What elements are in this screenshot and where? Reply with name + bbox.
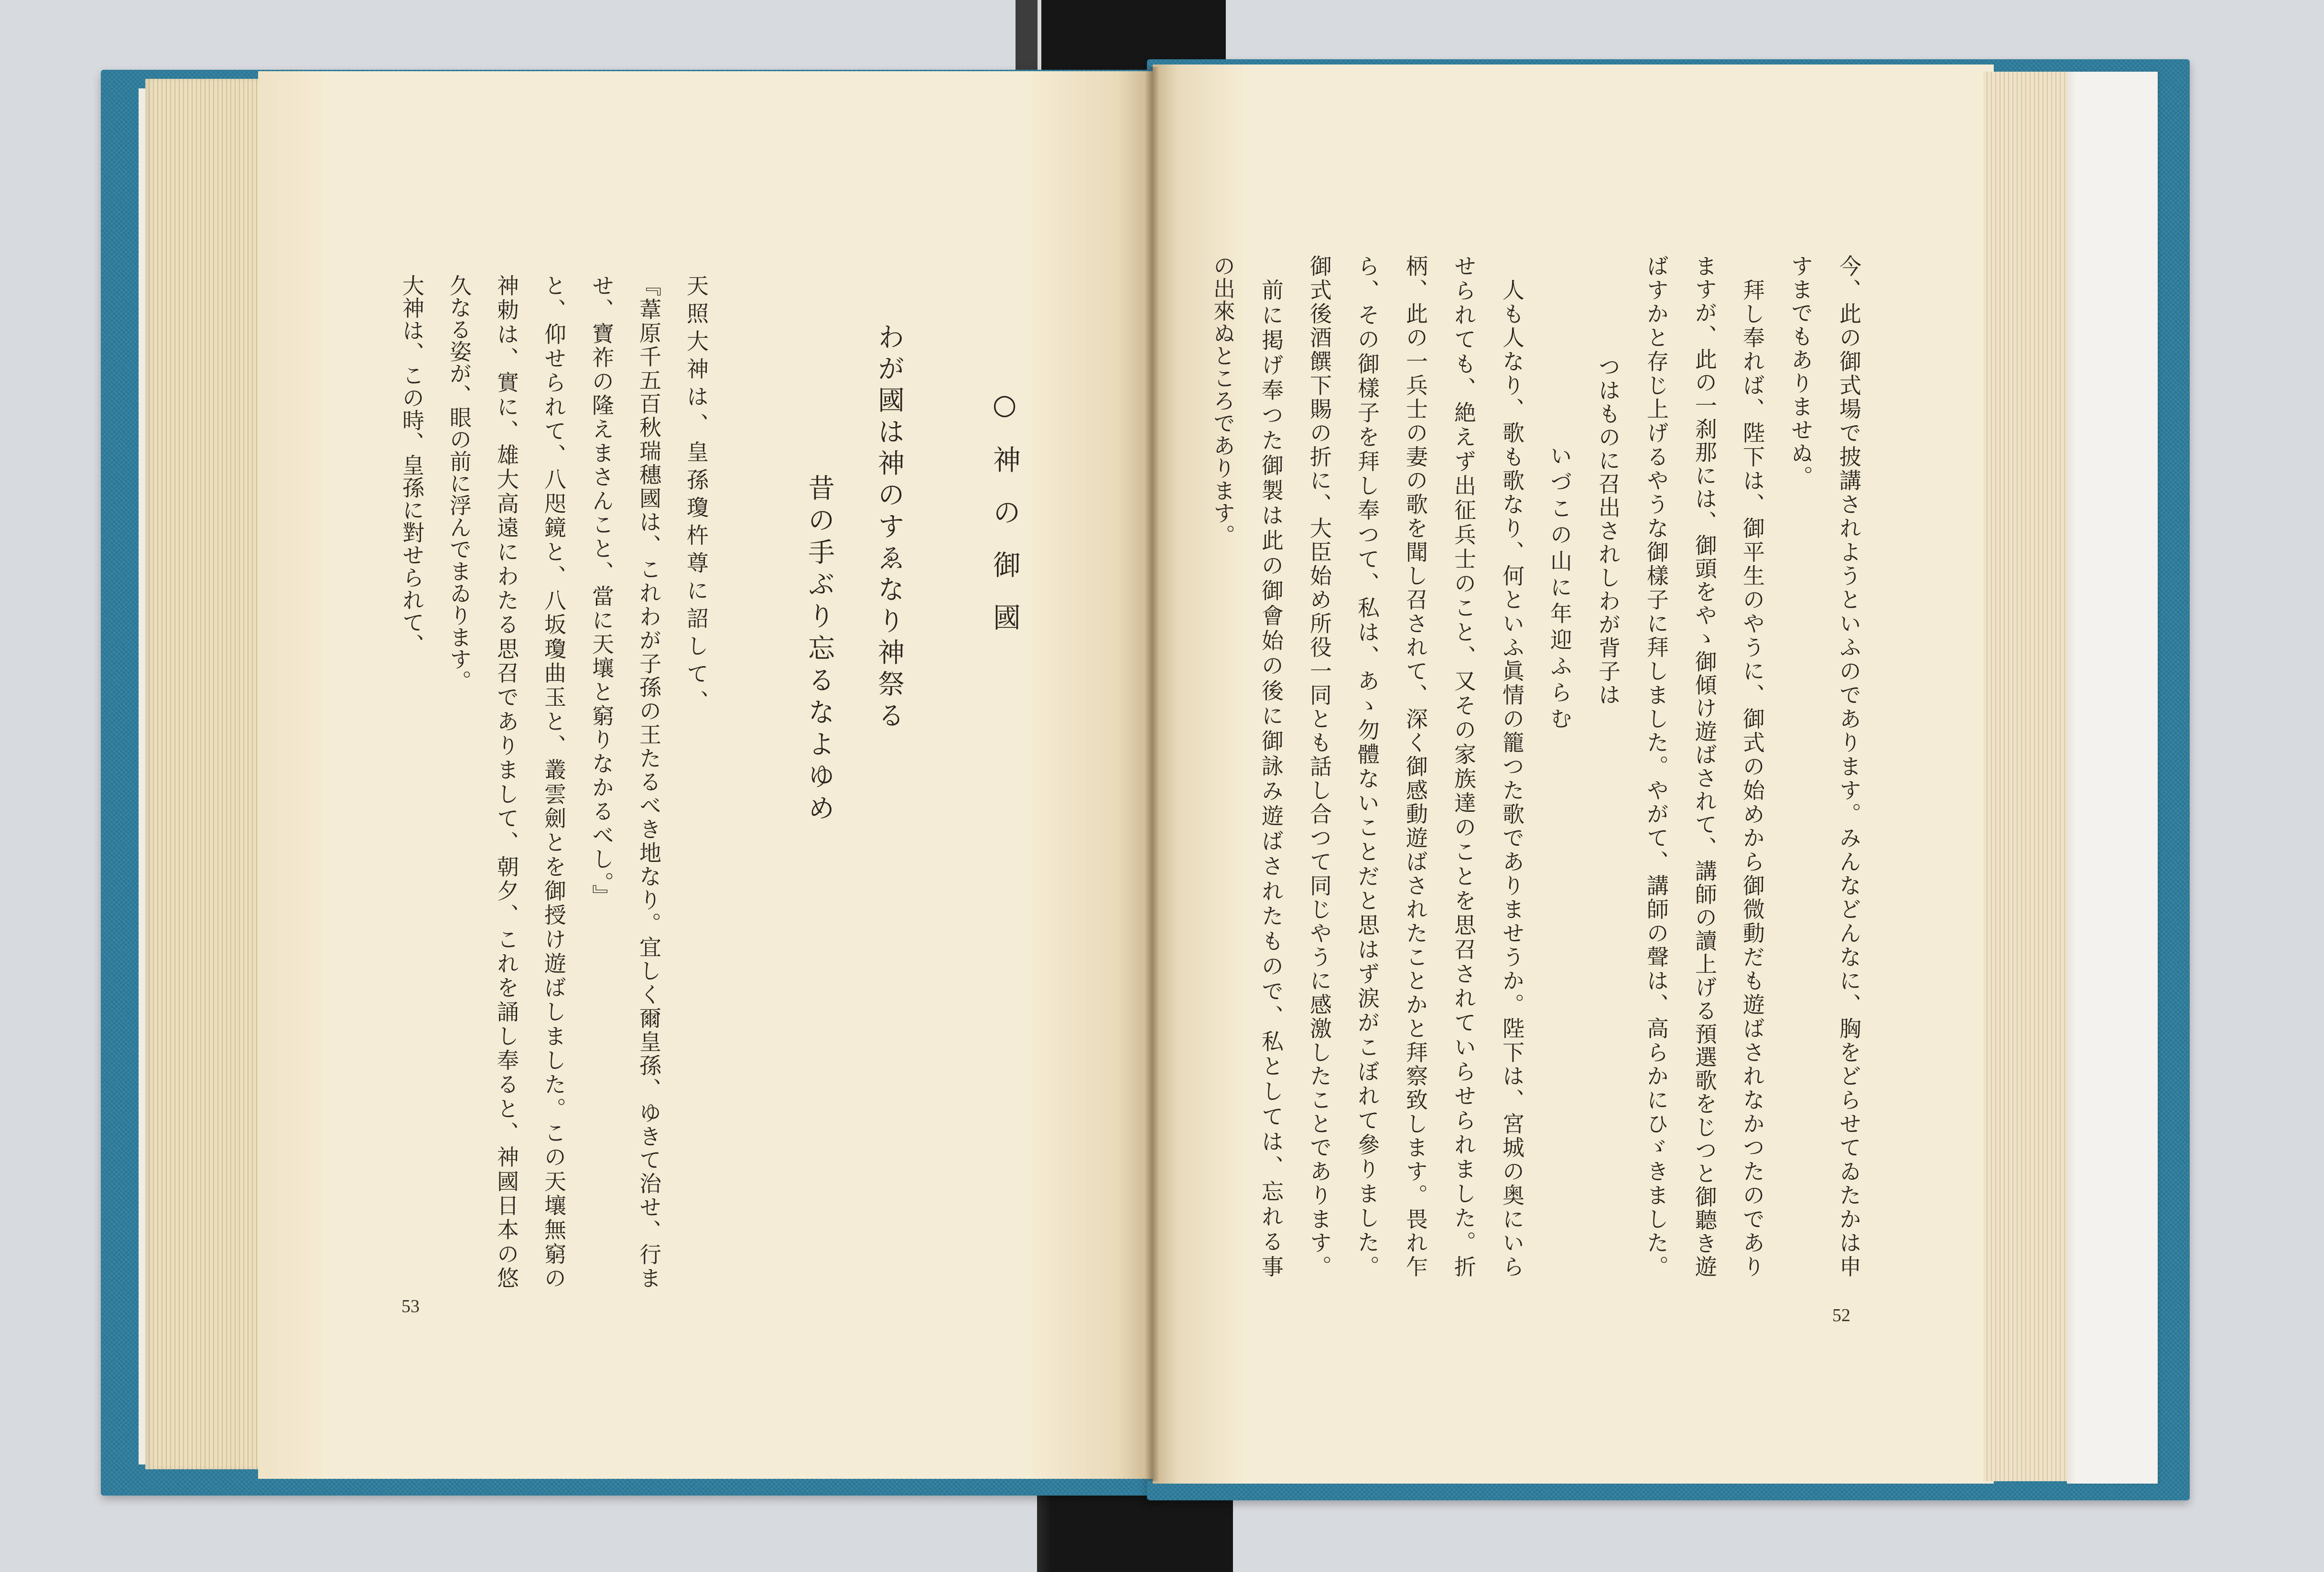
section-heading: ○神の御國 (988, 388, 1021, 656)
book-gutter (1145, 67, 1159, 1481)
text-column: 柄、此の一兵士の妻の歌を聞し召されて、深く御感動遊ばされたことかと拜察致します。畏れ乍 (1403, 255, 1428, 1277)
text-column: 御式後酒饌下賜の折に、大臣始め所役一同とも話し合つて同じやうに感激したことであります。 (1307, 255, 1332, 1278)
text-column: 前に掲げ奉つた御製は此の御會始の後に御詠み遊ばされたもので、私としては、忘れる事 (1258, 279, 1284, 1278)
text-column: 『葦原千五百秋瑞穗國は、これわが子孫の王たるべき地なり。宜しく爾皇孫、ゆきて治せ、行ま (636, 274, 662, 1289)
text-column: と、仰せられて、八咫鏡と、八坂瓊曲玉と、叢雲劍とを御授け遊ばしました。この天壤無窮の (541, 274, 567, 1289)
page-number: 52 (1832, 1305, 1850, 1325)
text-column: 久なる姿が、眼の前に浮んでまゐります。 (446, 274, 472, 692)
poem-line: つはものに召出されしわが背子は (1595, 355, 1621, 707)
poem-line: いづこの山に年迎ふらむ (1547, 444, 1573, 733)
loose-sheet-right (2067, 72, 2158, 1484)
poem-line: 昔の手ぶり忘るなよゆめ (804, 474, 835, 826)
left-page (258, 71, 1153, 1479)
text-column: の出來ぬところであります。 (1210, 255, 1236, 547)
text-column: 大神は、この時、皇孫に對せられて、 (399, 274, 425, 656)
poem-line: わが國は神のすゑなり神祭る (874, 323, 905, 733)
page-edges-right (1983, 72, 2072, 1481)
text-column: 拜し奉れば、陛下は、御平生のやうに、御式の始めから御微動だも遊ばされなかつたのであり (1740, 279, 1765, 1277)
text-column: ら、その御樣子を拜し奉つて、私は、あゝ勿體ないことだと思はず涙がこぼれて參りました。 (1354, 255, 1380, 1277)
text-column: 今、此の御式場で披講されようといふのであります。みんなどんなに、胸をどらせてゐたかは申 (1836, 255, 1862, 1277)
text-column: ばすかと存じ上げるやうな御樣子に拜しました。やがて、講師の聲は、高らかにひゞきました。 (1643, 255, 1669, 1277)
page-edges-left (145, 79, 265, 1469)
text-column: 天照大神は、皇孫瓊杵尊に詔して、 (683, 274, 709, 718)
right-page (1153, 65, 1994, 1484)
text-column: すまでもありませぬ。 (1788, 255, 1814, 489)
text-column: ますが、此の一刹那には、御頭をやゝ御傾け遊ばされて、講師の讀上げる預選歌をじつと御聽き遊 (1692, 255, 1718, 1277)
text-column: せられても、絶えず出征兵士のこと、又その家族達のことを思召されていらせられました。折 (1451, 255, 1477, 1277)
text-column: 神勅は、實に、雄大高遠にわたる思召でありまして、朝夕、これを誦し奉ると、神國日本の悠 (494, 274, 519, 1289)
text-column: せ、寶祚の隆えまさんこと、當に天壤と窮りなかるべし。』 (589, 274, 615, 908)
page-number: 53 (401, 1296, 420, 1316)
text-column: 人も人なり、歌も歌なり、何といふ眞情の籠つた歌でありませうか。陛下は、宮城の奥にいら (1499, 279, 1525, 1277)
